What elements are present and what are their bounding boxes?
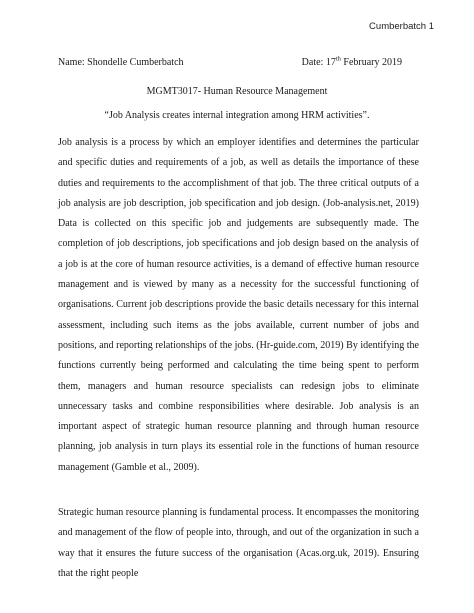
document-date (302, 57, 402, 68)
body-paragraph-1 (58, 133, 419, 478)
running-head: Cumberbatch 1 (369, 21, 434, 32)
paragraph-text: Strategic human resource planning is fundamental process. It encompasses the monitoring and management of the flow of people into, through, and out of the organization in such a way that it ensures the future success of the organisation (Acas.org.uk, 2019). Ensuring that the right people (58, 507, 419, 579)
essay-title: “Job Analysis creates internal integration among HRM activities”. (104, 110, 370, 121)
date-rest: February 2019 (340, 57, 402, 68)
course-title: MGMT3017- Human Resource Management (146, 86, 328, 97)
header-row (58, 57, 402, 68)
author-name: Name: Shondelle Cumberbatch (58, 57, 184, 68)
paragraph-text: Job analysis is a process by which an employer identifies and determines the particular and specific duties and requirements of a job, as well as details the importance of these duties and requirements to the accomplishment of that job. The three critical outputs of a job analysis are job description, job specification and job design. (Job-analysis.net, 2019) Data is collected on this specific job and judgements are subsequently made. The completion of job descriptions, job specifications and job design based on the analysis of a job is at the core of human resource activities, is a demand of effective human resource management and is viewed by many as a necessity for the successful functioning of organisations. Current job descriptions provide the basic details necessary for this internal assessment, including such items as the jobs available, current number of jobs and positions, and reporting relationships of the jobs. (Hr-guide.com, 2019) By identifying the functions currently being performed and calculating the time being spent to perform them, managers and human resource specialists can redesign jobs to eliminate unnecessary tasks and combine responsibilities where desirable. Job analysis is an important aspect of strategic human resource planning and through human resource planning, job analysis in turn plays its essential role in the functions of human resource management (Gamble et al., 2009). (58, 137, 419, 473)
date-ordinal: th (335, 55, 341, 63)
body-paragraph-2 (58, 503, 419, 584)
date-prefix: Date: 17 (301, 57, 336, 68)
